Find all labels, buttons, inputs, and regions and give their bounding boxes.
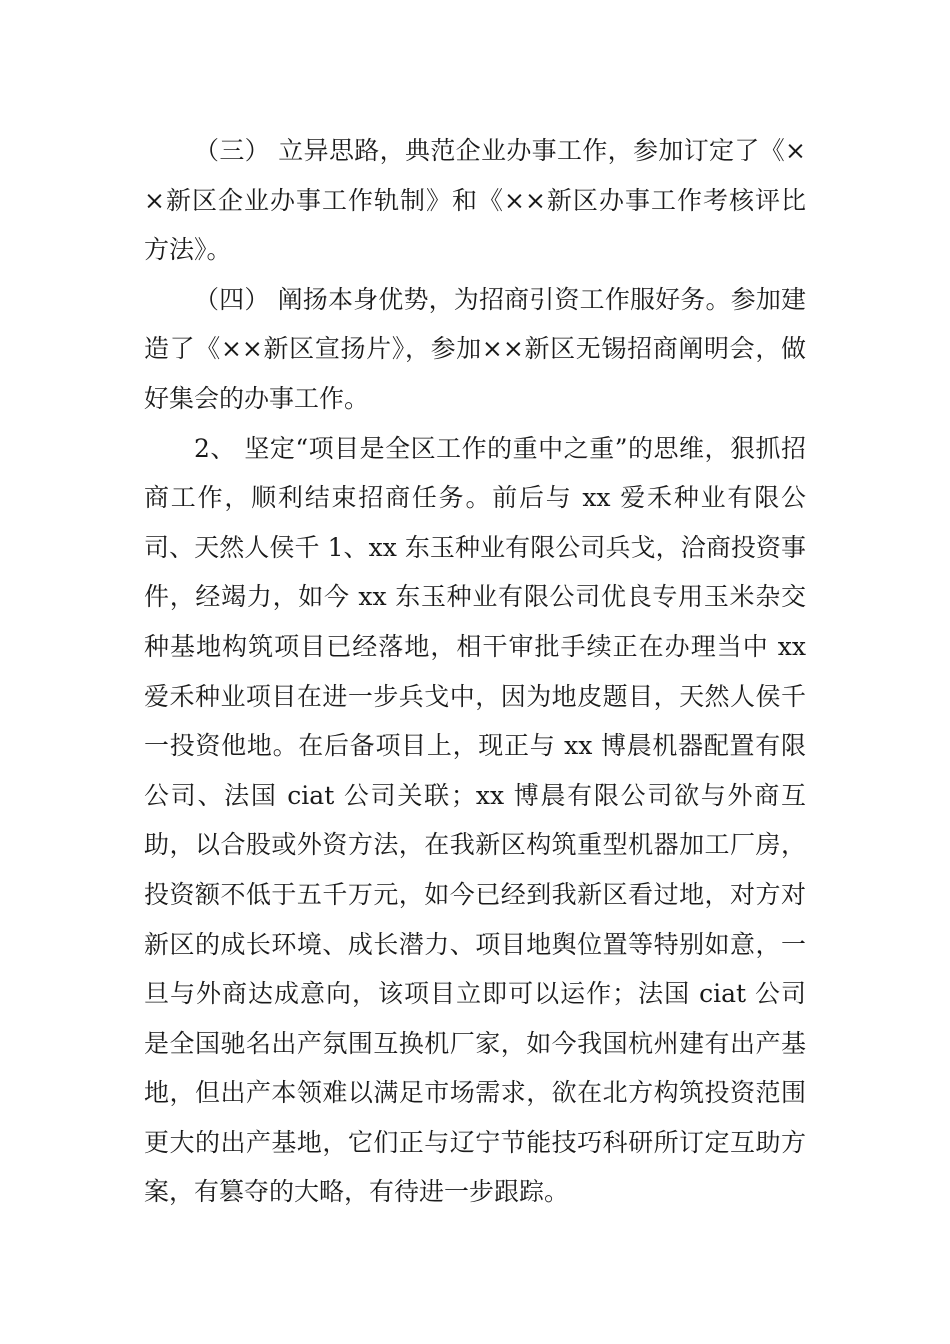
paragraph-four: （四） 阐扬本身优势，为招商引资工作服好务。参加建造了《××新区宣扬片》，参加××新区无锡招商阐明会，做好集会的办事工作。 <box>144 284 806 413</box>
document-body <box>144 126 806 1217</box>
paragraph-item-2: 2、 坚定“项目是全区工作的重中之重”的思维，狠抓招商工作，顺利结束招商任务。前后与 xx 爱禾种业有限公司、天然人侯千 1、xx 东玉种业有限公司兵戈，洽商投资事件，经竭力，如今 xx 东玉种业有限公司优良专用玉米杂交种基地构筑项目已经落地，相干审批手续正在办理当中 xx 爱禾种业项目在进一步兵戈中，因为地皮题目，天然人侯千一投资他地。在后备项目上，现正与 xx 博晨机器配置有限公司、法国 ciat 公司关联；xx 博晨有限公司欲与外商互助，以合股或外资方法，在我新区构筑重型机器加工厂房，投资额不低于五千万元，如今已经到我新区看过地，对方对新区的成长环境、成长潜力、项目地舆位置等特别如意，一旦与外商达成意向，该项目立即可以运作；法国 ciat 公司是全国驰名出产氛围互换机厂家，如今我国杭州建有出产基地，但出产本领难以满足市场需求，欲在北方构筑投资范围更大的出产基地，它们正与辽宁节能技巧科研所订定互助方案，有篡夺的大略，有待进一步跟踪。 <box>144 433 806 1207</box>
paragraph-three: （三） 立异思路，典范企业办事工作，参加订定了《××新区企业办事工作轨制》和《××新区办事工作考核评比方法》。 <box>144 136 806 265</box>
